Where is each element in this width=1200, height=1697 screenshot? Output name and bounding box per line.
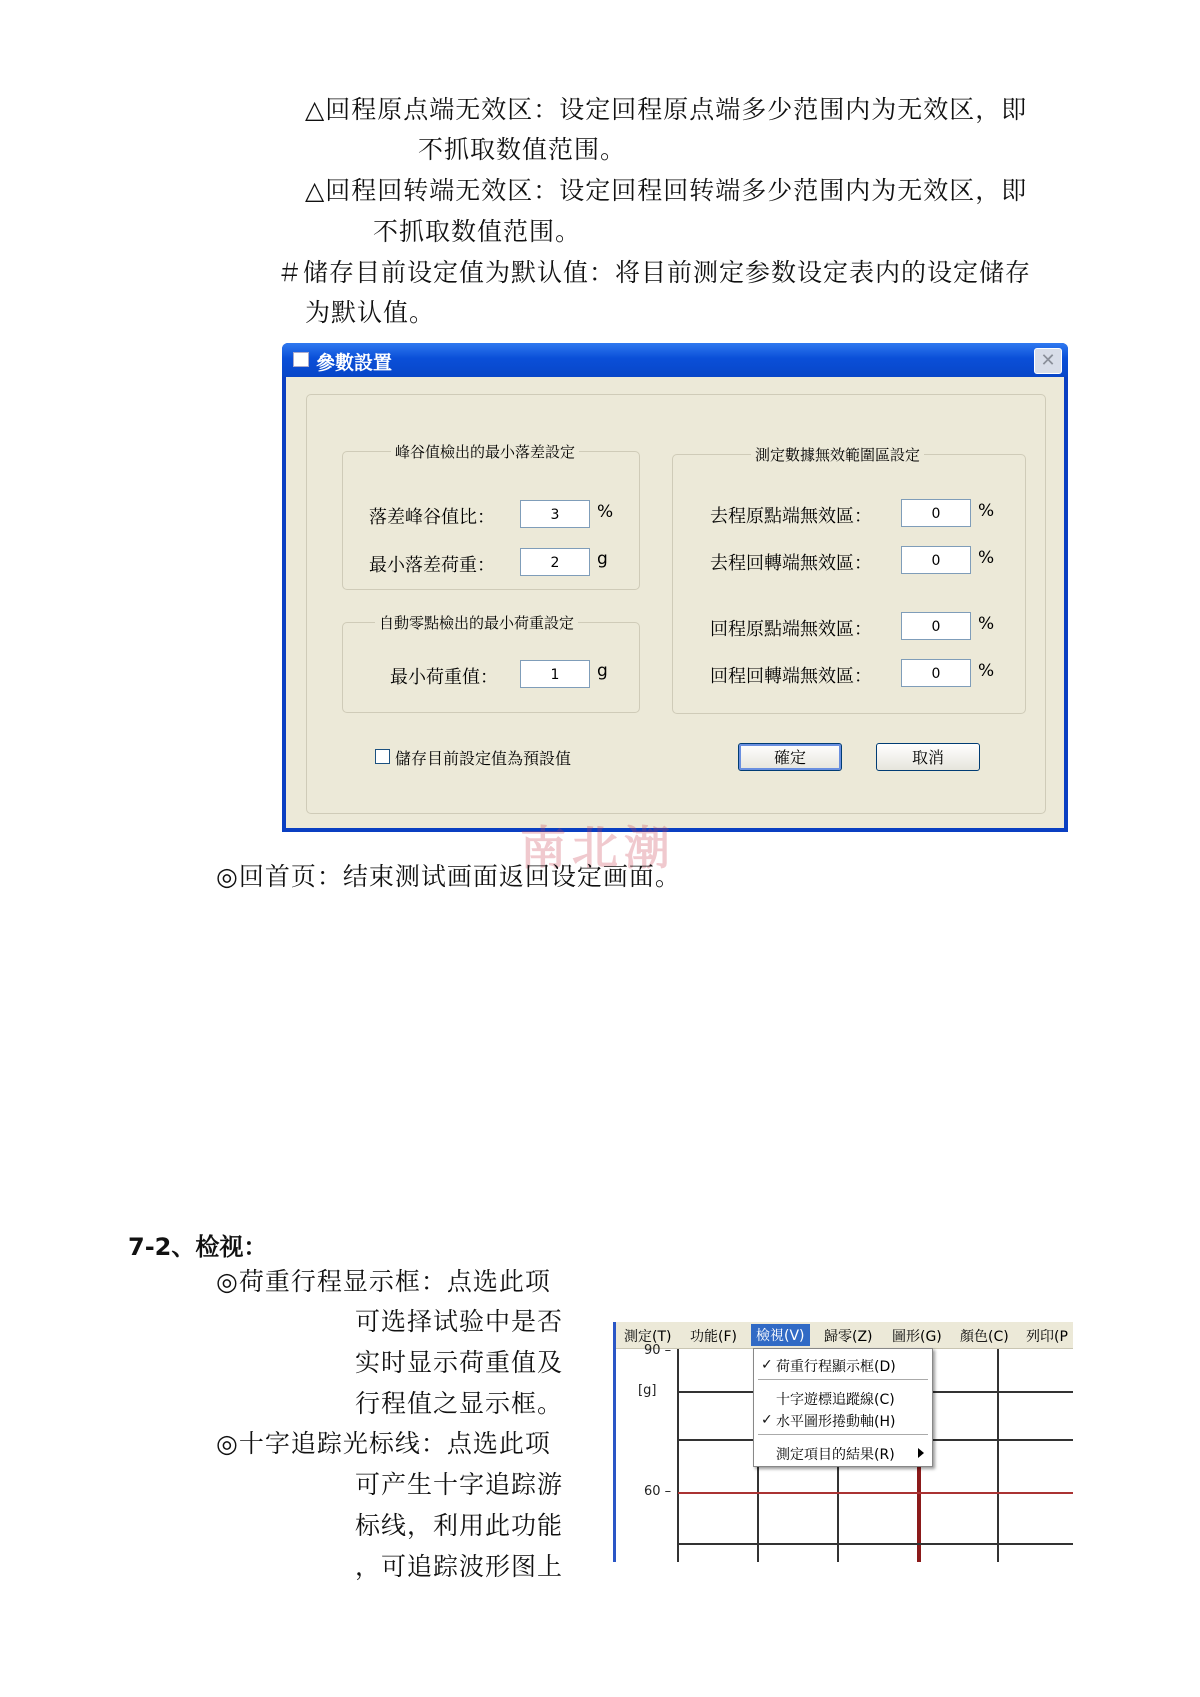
min-load-field[interactable]: 1 — [520, 660, 590, 688]
peak-ratio-unit: % — [597, 502, 614, 522]
peak-ratio-field[interactable]: 3 — [520, 500, 590, 528]
back-origin-label: 回程原點端無效區： — [710, 619, 872, 640]
go-turn-field[interactable]: 0 — [901, 546, 971, 574]
menu-view[interactable]: 檢視(V) — [751, 1324, 810, 1346]
peak-ratio-label: 落差峰谷值比： — [369, 507, 495, 528]
save-default-label[interactable]: 儲存目前設定值為預設值 — [395, 749, 572, 768]
menu-bar — [616, 1322, 1073, 1349]
menu-graph[interactable]: 圖形(G) — [892, 1329, 942, 1345]
go-turn-unit: % — [978, 548, 995, 568]
section-heading: 7-2、检视： — [128, 1233, 268, 1261]
grid-v-4 — [997, 1349, 999, 1562]
text-line-home: ◎回首页：结束测试画面返回设定画面。 — [216, 862, 681, 891]
text-line-save-default: ＃储存目前设定值为默认值：将目前测定参数设定表内的设定储存 — [277, 258, 1032, 287]
go-turn-label: 去程回轉端無效區： — [710, 553, 872, 574]
dialog-titlebar[interactable] — [282, 343, 1068, 377]
y-tick-60: 60 – — [644, 1484, 672, 1499]
text-line-return-turn: △回程回转端无效区：设定回程回转端多少范围内为无效区，即 — [305, 176, 1028, 205]
go-origin-label: 去程原點端無效區： — [710, 506, 872, 527]
min-drop-field[interactable]: 2 — [520, 548, 590, 576]
view-dropdown-menu — [753, 1348, 933, 1467]
dropdown-item-horizontal-scroll[interactable]: 水平圖形捲動軸(H) — [776, 1414, 896, 1430]
menu-print[interactable]: 列印(P — [1026, 1329, 1068, 1345]
dropdown-item-crosshair[interactable]: 十字遊標追蹤線(C) — [776, 1392, 895, 1408]
view-text-1: ◎荷重行程显示框：点选此项 — [216, 1267, 551, 1296]
view-text-2: 可选择试验中是否 — [355, 1307, 564, 1336]
view-text-7: 标线，利用此功能 — [355, 1511, 564, 1540]
view-text-4: 行程值之显示框。 — [355, 1389, 564, 1418]
text-line-return-turn-cont: 不抓取数值范围。 — [373, 217, 582, 246]
text-line-save-default-cont: 为默认值。 — [305, 298, 436, 327]
dialog-body — [286, 377, 1064, 828]
check-icon: ✓ — [761, 1412, 773, 1428]
min-drop-label: 最小落差荷重： — [369, 555, 495, 576]
min-drop-unit: g — [597, 549, 608, 569]
grid-h-3 — [678, 1492, 1073, 1494]
parameter-settings-dialog — [282, 343, 1068, 832]
go-origin-field[interactable]: 0 — [901, 499, 971, 527]
menu-color[interactable]: 顏色(C) — [960, 1329, 1009, 1345]
window-icon — [293, 352, 309, 367]
view-text-3: 实时显示荷重值及 — [355, 1348, 564, 1377]
back-turn-label: 回程回轉端無效區： — [710, 666, 872, 687]
view-text-5: ◎十字追踪光标线：点选此项 — [216, 1429, 551, 1458]
cancel-button[interactable]: 取消 — [876, 743, 980, 771]
text-line-return-origin-cont: 不抓取数值范围。 — [418, 135, 627, 164]
dropdown-item-load-travel-box[interactable]: 荷重行程顯示框(D) — [776, 1359, 896, 1375]
plot-axis-line — [677, 1349, 679, 1562]
go-origin-unit: % — [978, 501, 995, 521]
group-invalid-range-title: 測定數據無效範圍區設定 — [751, 444, 924, 465]
y-unit-label: [g] — [638, 1383, 657, 1398]
save-default-checkbox[interactable] — [375, 749, 390, 764]
dropdown-separator — [758, 1379, 928, 1380]
min-load-label: 最小荷重值： — [390, 667, 498, 688]
back-origin-unit: % — [978, 614, 995, 634]
menu-measure[interactable]: 測定(T) — [624, 1329, 672, 1345]
submenu-arrow-icon — [918, 1448, 924, 1458]
back-origin-field[interactable]: 0 — [901, 612, 971, 640]
text-line-return-origin: △回程原点端无效区：设定回程原点端多少范围内为无效区，即 — [305, 95, 1028, 124]
group-auto-zero-title: 自動零點檢出的最小荷重設定 — [375, 612, 578, 633]
dialog-title: 參數設置 — [316, 352, 393, 374]
back-turn-field[interactable]: 0 — [901, 659, 971, 687]
y-tick-90: 90 – — [644, 1343, 672, 1358]
view-menu-screenshot — [613, 1322, 1073, 1562]
dropdown-separator — [758, 1434, 928, 1435]
back-turn-unit: % — [978, 661, 995, 681]
menu-function[interactable]: 功能(F) — [690, 1329, 737, 1345]
dropdown-item-measure-results[interactable]: 測定項目的結果(R) — [776, 1447, 895, 1463]
check-icon: ✓ — [761, 1357, 773, 1373]
view-text-6: 可产生十字追踪游 — [355, 1470, 564, 1499]
ok-button[interactable]: 確定 — [738, 743, 842, 771]
group-peak-drop-title: 峰谷值檢出的最小落差設定 — [391, 441, 579, 462]
close-button[interactable]: ✕ — [1034, 348, 1062, 374]
watermark: 南北潮 — [520, 821, 676, 875]
menu-zero[interactable]: 歸零(Z) — [824, 1329, 873, 1345]
view-text-8: ，可追踪波形图上 — [355, 1552, 564, 1581]
grid-h-4 — [678, 1543, 1073, 1545]
min-load-unit: g — [597, 661, 608, 681]
